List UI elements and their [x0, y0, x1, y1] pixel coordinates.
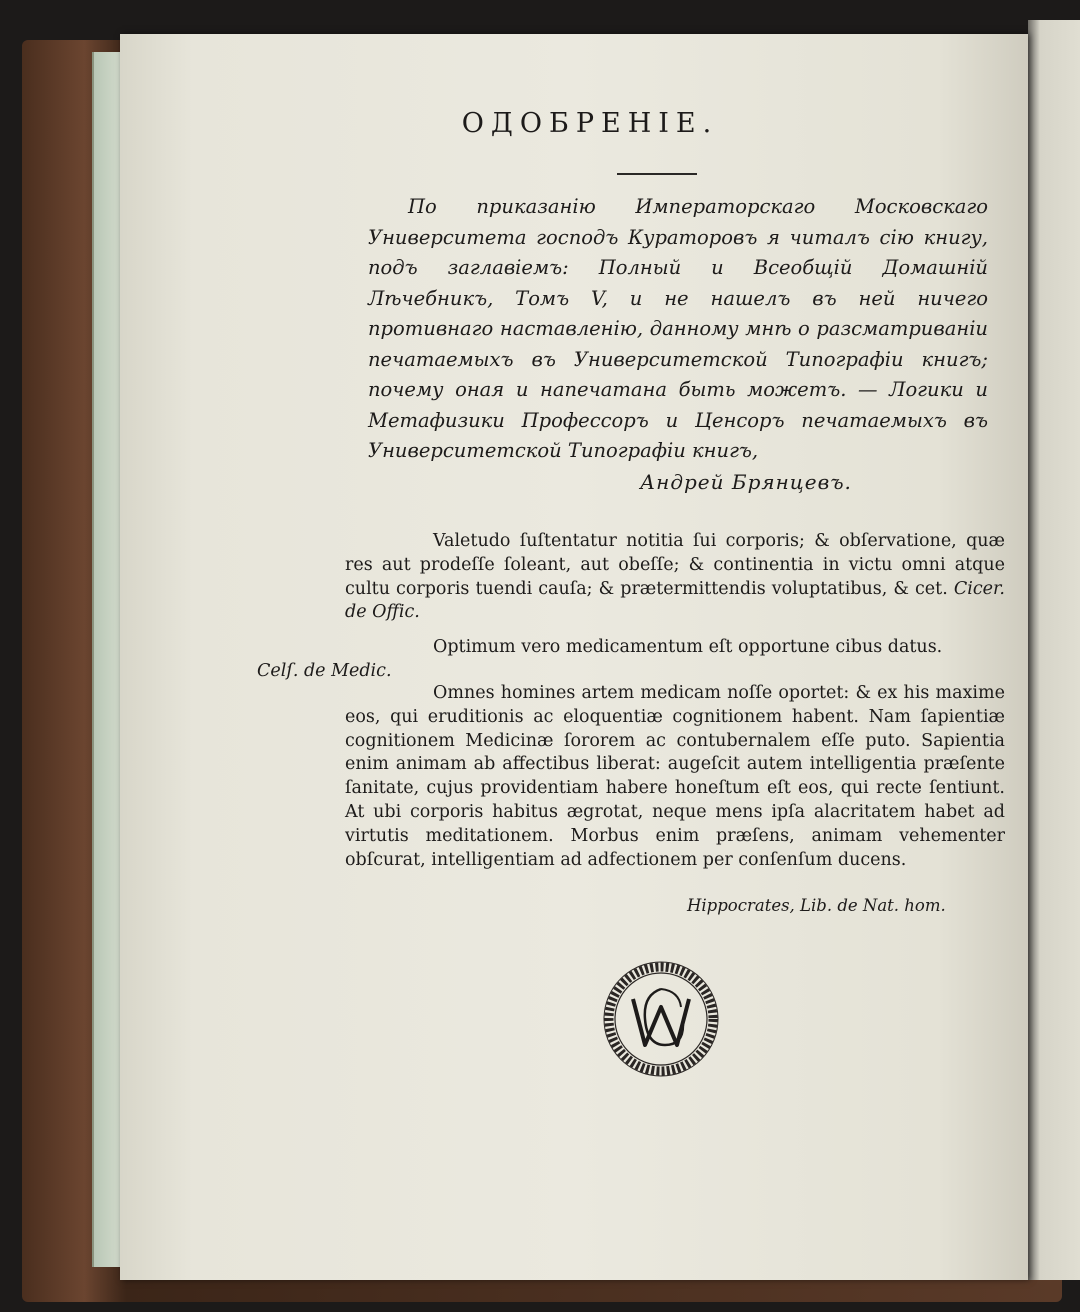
quote-text: Omnes homines artem medicam noſſe oportet: & ex his maxime eos, qui eruditionis ac eloquentiæ cognitionem habent. Nam ſapientiæ cognitionem Medicinæ ſororem ac contubernalem eſſe puto. Sapientia enim animam ab affectibus liberat: augeſcit autem intelligentia præſente ſanitate, cujus providentiam habere honeſtum eſt eos, qui recte ſentiunt. At ubi corporis habitus ægrotat, neque mens ipſa alacritatem habet ad virtutis meditationem. Morbus enim præſens, animam vehementer obſcurat, intelligentiam ad adfectionem per conſenſum ducens. — [345, 683, 1005, 870]
quote-source: Celſ. de Medic. — [257, 660, 392, 681]
page-title: ОДОБРЕНІЕ. — [461, 108, 719, 139]
quote-celsus — [257, 636, 1005, 684]
quote-text: Valetudo ſuſtentatur notitia ſui corporis; & obſervatione, quæ res aut prodeſſe ſoleant, aut obeſſe; & continentia in victu omni atque cultu corporis tuendi cauſa; & prætermittendis voluptatibus, & cet. — [345, 531, 1005, 599]
quote-source: Hippocrates, Lib. de Nat. hom. — [687, 896, 946, 915]
quote-cicero — [345, 530, 1005, 625]
wreath-monogram-icon — [603, 961, 719, 1077]
quote-hippocrates — [345, 682, 1005, 872]
facing-page-edge — [1028, 20, 1080, 1280]
censor-signature: Андрей Брянцевъ. — [640, 470, 852, 494]
quote-text: Optimum vero medicamentum eſt opportune cibus datus. — [433, 637, 943, 657]
title-divider — [617, 173, 697, 175]
quote-source: Cicer. de Offic. — [345, 578, 1005, 623]
approval-text: По приказанію Императорскаго Московскаго Университета господъ Кураторовъ я читалъ сію книгу, подъ заглавіемъ: Полный и Всеобщій Домашній Лѣчебникъ, Томъ V, и не нашелъ въ ней ничего противнаго наставленію, данному мнѣ о разсматриваніи печатаемыхъ въ Университетской Типографіи книгъ; почему оная и напечатана быть можетъ. — Логики и Метафизики Профессоръ и Ценсоръ печатаемыхъ въ Университетской Типографіи книгъ, — [368, 195, 988, 462]
